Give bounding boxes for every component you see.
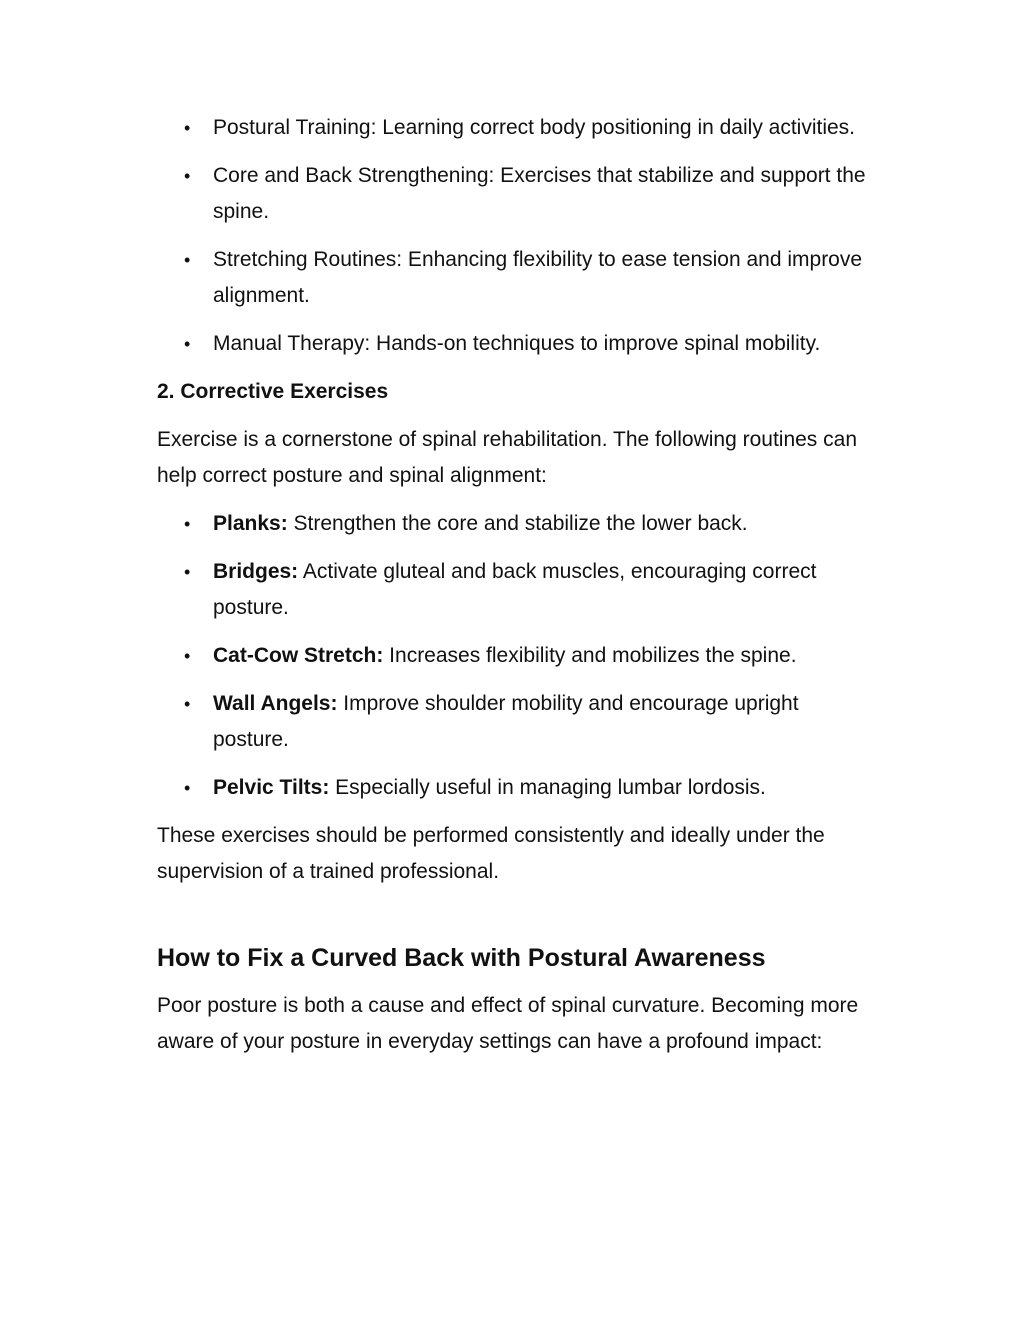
- bullet-icon: •: [184, 514, 191, 534]
- exercise-name: Planks:: [213, 512, 288, 535]
- list-item: [157, 242, 872, 314]
- list-item: [157, 686, 872, 758]
- exercise-description: Activate gluteal and back muscles, encouraging correct posture.: [213, 560, 817, 619]
- bullet-icon: •: [184, 646, 191, 666]
- exercise-name: Wall Angels:: [213, 692, 338, 715]
- list-item-text: Core and Back Strengthening: Exercises that stabilize and support the spine.: [213, 164, 866, 223]
- exercise-description: Strengthen the core and stabilize the lower back.: [287, 512, 748, 535]
- paragraph-postural-awareness: Poor posture is both a cause and effect of spinal curvature. Becoming more aware of your posture in everyday settings can have a profound impact:: [157, 994, 859, 1053]
- exercise-name: Cat-Cow Stretch:: [213, 644, 384, 667]
- bullet-icon: •: [184, 334, 191, 354]
- exercise-name: Bridges:: [213, 560, 299, 583]
- bullet-icon: •: [184, 562, 191, 582]
- list-item: [157, 326, 872, 362]
- list-item: [157, 770, 872, 806]
- list-item: [157, 110, 872, 146]
- list-item: [157, 638, 872, 674]
- exercise-description: Improve shoulder mobility and encourage upright posture.: [213, 692, 799, 751]
- paragraph-intro: Exercise is a cornerstone of spinal rehabilitation. The following routines can help correct posture and spinal alignment:: [157, 428, 857, 487]
- section-heading-corrective-exercises: 2. Corrective Exercises: [157, 380, 389, 403]
- bullet-icon: •: [184, 118, 191, 138]
- list-item: [157, 158, 872, 230]
- exercise-name: Pelvic Tilts:: [213, 776, 330, 799]
- page-content: [157, 110, 872, 1072]
- methods-list: [157, 110, 872, 362]
- list-item: [157, 506, 872, 542]
- paragraph-closing: These exercises should be performed consistently and ideally under the supervision of a trained professional.: [157, 824, 825, 883]
- bullet-icon: •: [184, 694, 191, 714]
- list-item-text: Manual Therapy: Hands-on techniques to improve spinal mobility.: [213, 332, 821, 355]
- bullet-icon: •: [184, 166, 191, 186]
- section-heading-postural-awareness: How to Fix a Curved Back with Postural Awareness: [157, 944, 766, 972]
- bullet-icon: •: [184, 250, 191, 270]
- list-item-text: Stretching Routines: Enhancing flexibility to ease tension and improve alignment.: [213, 248, 863, 307]
- bullet-icon: •: [184, 778, 191, 798]
- exercises-list: [157, 506, 872, 806]
- exercise-description: Increases flexibility and mobilizes the spine.: [383, 644, 797, 667]
- list-item-text: Postural Training: Learning correct body positioning in daily activities.: [213, 116, 856, 139]
- list-item: [157, 554, 872, 626]
- exercise-description: Especially useful in managing lumbar lordosis.: [329, 776, 766, 799]
